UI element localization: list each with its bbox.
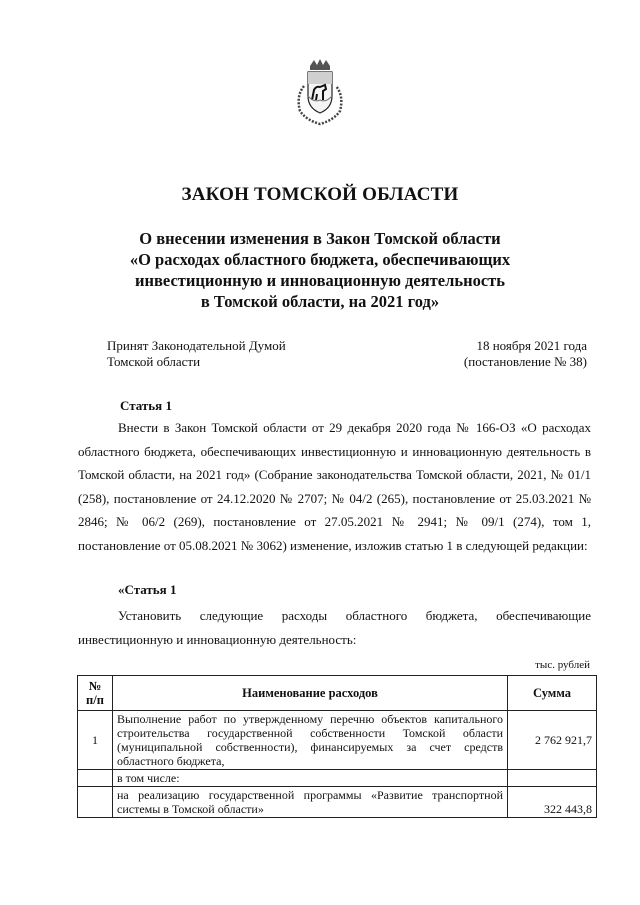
tomsk-coat-of-arms-emblem (290, 56, 350, 126)
expenses-table (77, 675, 597, 818)
row-sum (508, 770, 597, 787)
resolution-number: (постановление № 38) (463, 354, 587, 369)
adoption-date-block (464, 338, 587, 370)
row-number: 1 (78, 711, 113, 770)
header-number: № п/п (78, 676, 113, 711)
adopted-by-line: Принят Законодательной Думой (107, 338, 286, 353)
row-number (78, 787, 113, 818)
table-row (78, 711, 597, 770)
quoted-article-heading: «Статья 1 (118, 582, 177, 597)
row-sum: 322 443,8 (508, 787, 597, 818)
units-label: тыс. рублей (535, 659, 590, 671)
quoted-article-text: Установить следующие расходы областного бюджета, обеспечивающие инвестиционную и инновационную деятельность: (78, 608, 591, 647)
header-sum: Сумма (508, 676, 597, 711)
table-row (78, 770, 597, 787)
subtitle-line: О внесении изменения в Закон Томской области (139, 229, 501, 248)
law-title: ЗАКОН ТОМСКОЙ ОБЛАСТИ (181, 184, 459, 205)
article-1-text: Внести в Закон Томской области от 29 декабря 2020 года № 166-ОЗ «О расходах областного бюджета, обеспечивающих инвестиционную и инновационную деятельность в Томской области, на 2021 год» (Собрание законодательства Томской области, 2021, № 01/1 (258), постановление от 24.12.2020 № 2707; № 04/2 (265), постановление от 25.03.2021 № 2846; № 06/2 (269), постановление от 27.05.2021 № 2941; № 09/1 (274), том 1, постановление от 05.08.2021 № 3062) изменение, изложив статью 1 в следующей редакции: (78, 420, 591, 553)
table-header-row (78, 676, 597, 711)
header-name: Наименование расходов (113, 676, 508, 711)
subtitle-line: «О расходах областного бюджета, обеспечивающих (129, 250, 511, 269)
row-name: Выполнение работ по утвержденному перечню объектов капитального строительства государственной собственности Томской области (муниципальной собственности), финансируемых за счет средств областного бюджета, (113, 711, 508, 770)
adoption-date: 18 ноября 2021 года (476, 338, 587, 353)
row-number (78, 770, 113, 787)
adopted-by (107, 338, 286, 370)
subtitle-line: в Томской области, на 2021 год» (200, 292, 440, 311)
law-subtitle (60, 228, 580, 312)
row-name: на реализацию государственной программы «Развитие транспортной системы в Томской области» (113, 787, 508, 818)
adopted-by-line: Томской области (107, 354, 201, 369)
article-1-heading: Статья 1 (120, 398, 172, 413)
row-name: в том числе: (113, 770, 508, 787)
subtitle-line: инвестиционную и инновационную деятельность (135, 271, 505, 290)
table-row (78, 787, 597, 818)
row-sum: 2 762 921,7 (508, 711, 597, 770)
